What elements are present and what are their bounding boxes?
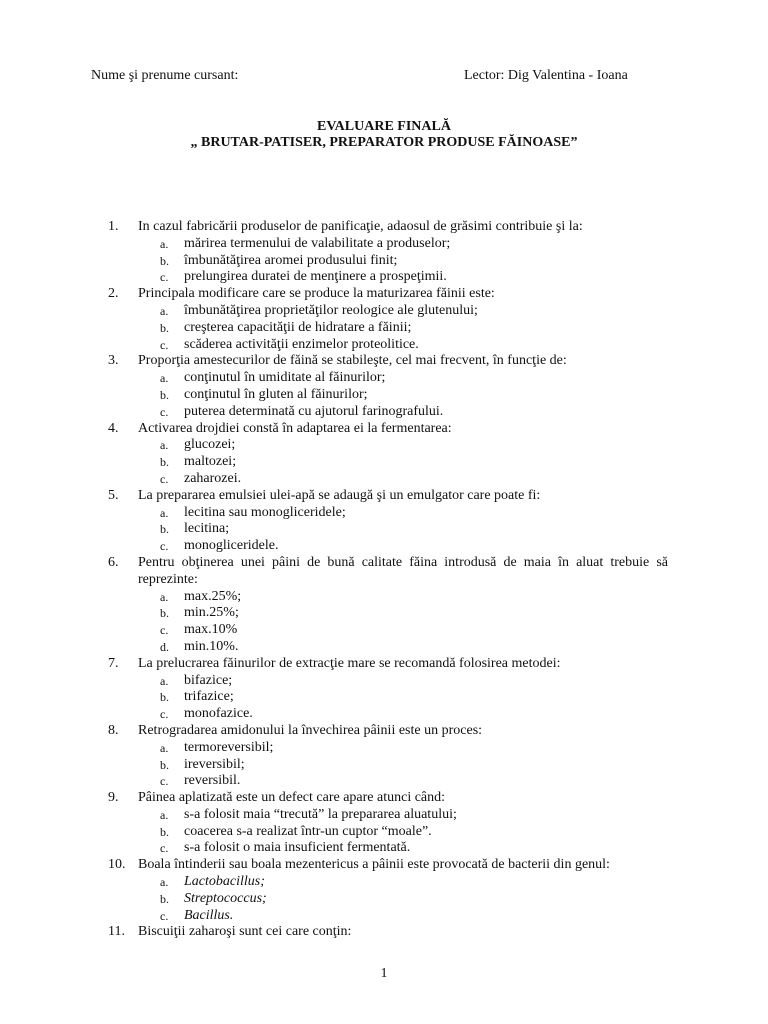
question-number: 6. <box>108 554 119 570</box>
option-text: Streptococcus; <box>184 890 267 906</box>
option-letter: b. <box>160 757 169 772</box>
question-number: 9. <box>108 790 119 806</box>
option-text: reversibil. <box>184 773 241 789</box>
question <box>108 353 668 370</box>
option-letter: a. <box>160 807 169 822</box>
answer-option <box>160 908 668 925</box>
page-number: 1 <box>380 966 388 981</box>
option-letter: b. <box>160 606 169 621</box>
option-letter: c. <box>160 270 169 285</box>
option-text: min.25%; <box>184 605 239 621</box>
question-number: 4. <box>108 420 119 436</box>
option-text: scăderea activităţii enzimelor proteolitice. <box>184 336 419 352</box>
option-letter: a. <box>160 303 169 318</box>
option-text: termoreversibil; <box>184 739 274 755</box>
option-letter: a. <box>160 371 169 386</box>
answer-option <box>160 236 668 253</box>
question <box>108 555 668 589</box>
answer-option <box>160 757 668 774</box>
question <box>108 219 668 236</box>
question-text: Boala întinderii sau boala mezentericus a pâinii este provocată de bacterii din genul: <box>138 857 610 873</box>
option-text: lecitina; <box>184 521 230 537</box>
answer-option <box>160 824 668 841</box>
question-text: Pentru obţinerea unei pâini de bună calitate făina introdusă de maia în aluat trebuie să reprezinte: <box>138 554 668 587</box>
option-text: trifazice; <box>184 689 234 705</box>
answer-option <box>160 404 668 421</box>
option-letter: a. <box>160 505 169 520</box>
answer-option <box>160 538 668 555</box>
answer-option <box>160 891 668 908</box>
question-text: Pâinea aplatizată este un defect care apare atunci când: <box>138 790 446 806</box>
option-text: bifazice; <box>184 672 233 688</box>
option-letter: c. <box>160 774 169 789</box>
document-title: EVALUARE FINALĂ <box>317 119 451 134</box>
option-text: monogliceridele. <box>184 538 279 554</box>
answer-option <box>160 454 668 471</box>
question-text: La prepararea emulsiei ulei-apă se adaugă şi un emulgator care poate fi: <box>138 487 541 503</box>
question-number: 7. <box>108 655 119 671</box>
option-letter: a. <box>160 673 169 688</box>
option-letter: a. <box>160 740 169 755</box>
answer-option <box>160 840 668 857</box>
question-text: La prelucrarea făinurilor de extracţie mare se recomandă folosirea metodei: <box>138 655 561 671</box>
answer-option <box>160 706 668 723</box>
option-text: îmbunătăţirea aromei produsului finit; <box>184 252 398 268</box>
option-text: îmbunătăţirea proprietăţilor reologice ale glutenului; <box>184 302 478 318</box>
option-letter: c. <box>160 707 169 722</box>
option-letter: c. <box>160 841 169 856</box>
question-number: 10. <box>108 857 126 873</box>
question-number: 2. <box>108 286 119 302</box>
option-letter: b. <box>160 455 169 470</box>
option-text: maltozei; <box>184 454 237 470</box>
option-letter: a. <box>160 589 169 604</box>
lecturer-name: Lector: Dig Valentina - Ioana <box>464 68 628 83</box>
option-letter: a. <box>160 875 169 890</box>
option-text: conţinutul în umiditate al făinurilor; <box>184 370 386 386</box>
question-number: 11. <box>108 924 125 940</box>
answer-option <box>160 320 668 337</box>
option-text: puterea determinată cu ajutorul farinografului. <box>184 403 444 419</box>
option-letter: b. <box>160 690 169 705</box>
option-text: glucozei; <box>184 437 236 453</box>
question <box>108 857 668 874</box>
answer-option <box>160 521 668 538</box>
question-number: 3. <box>108 353 119 369</box>
option-letter: c. <box>160 539 169 554</box>
option-letter: b. <box>160 824 169 839</box>
option-letter: b. <box>160 891 169 906</box>
document-subtitle: „ BRUTAR-PATISER, PREPARATOR PRODUSE FĂINOASE” <box>190 135 578 150</box>
option-text: conţinutul în gluten al făinurilor; <box>184 386 368 402</box>
option-text: max.25%; <box>184 588 242 604</box>
question <box>108 924 668 941</box>
answer-option <box>160 437 668 454</box>
option-letter: b. <box>160 320 169 335</box>
answer-option <box>160 740 668 757</box>
answer-option <box>160 303 668 320</box>
option-letter: b. <box>160 522 169 537</box>
question-number: 5. <box>108 487 119 503</box>
question <box>108 723 668 740</box>
question-text: Proporţia amestecurilor de făină se stabileşte, cel mai frecvent, în funcţie de: <box>138 353 567 369</box>
option-text: Bacillus. <box>184 907 234 923</box>
answer-option <box>160 639 668 656</box>
answer-option <box>160 807 668 824</box>
question-list <box>108 219 668 941</box>
answer-option <box>160 253 668 270</box>
answer-option <box>160 622 668 639</box>
answer-option <box>160 505 668 522</box>
option-text: zaharozei. <box>184 470 242 486</box>
answer-option <box>160 605 668 622</box>
option-letter: c. <box>160 908 169 923</box>
question <box>108 790 668 807</box>
option-letter: c. <box>160 623 169 638</box>
answer-option <box>160 269 668 286</box>
answer-option <box>160 387 668 404</box>
option-letter: b. <box>160 387 169 402</box>
option-letter: d. <box>160 639 169 654</box>
answer-option <box>160 471 668 488</box>
question-number: 1. <box>108 219 119 234</box>
option-letter: a. <box>160 438 169 453</box>
option-letter: a. <box>160 236 169 251</box>
option-text: creşterea capacităţii de hidratare a făinii; <box>184 319 412 335</box>
option-text: prelungirea duratei de menţinere a prospeţimii. <box>184 269 447 285</box>
question <box>108 488 668 505</box>
option-text: mărirea termenului de valabilitate a produselor; <box>184 235 451 251</box>
question-text: Activarea drojdiei constă în adaptarea ei la fermentarea: <box>138 420 452 436</box>
question-number: 8. <box>108 722 119 738</box>
student-name-label: Nume şi prenume cursant: <box>91 68 239 83</box>
question <box>108 286 668 303</box>
question <box>108 421 668 438</box>
answer-option <box>160 337 668 354</box>
question-text: Retrogradarea amidonului la învechirea pâinii este un proces: <box>138 722 483 738</box>
option-letter: b. <box>160 253 169 268</box>
option-text: coacerea s-a realizat într-un cuptor “moale”. <box>184 823 432 839</box>
option-text: min.10%. <box>184 638 239 654</box>
option-text: monofazice. <box>184 706 253 722</box>
option-text: max.10% <box>184 622 238 638</box>
question <box>108 656 668 673</box>
option-text: ireversibil; <box>184 756 245 772</box>
option-letter: c. <box>160 404 169 419</box>
answer-option <box>160 689 668 706</box>
answer-option <box>160 370 668 387</box>
option-text: Lactobacillus; <box>184 874 265 890</box>
answer-option <box>160 773 668 790</box>
answer-option <box>160 874 668 891</box>
question-text: Principala modificare care se produce la maturizarea făinii este: <box>138 286 495 302</box>
answer-option <box>160 589 668 606</box>
question-text: In cazul fabricării produselor de panificaţie, adaosul de grăsimi contribuie şi la: <box>138 219 583 234</box>
answer-option <box>160 673 668 690</box>
question-text: Biscuiţii zaharoşi sunt cei care conţin: <box>138 924 352 940</box>
option-text: s-a folosit o maia insuficient fermentată. <box>184 840 411 856</box>
option-text: s-a folosit maia “trecută” la prepararea aluatului; <box>184 806 457 822</box>
option-text: lecitina sau monogliceridele; <box>184 504 346 520</box>
option-letter: c. <box>160 471 169 486</box>
option-letter: c. <box>160 337 169 352</box>
